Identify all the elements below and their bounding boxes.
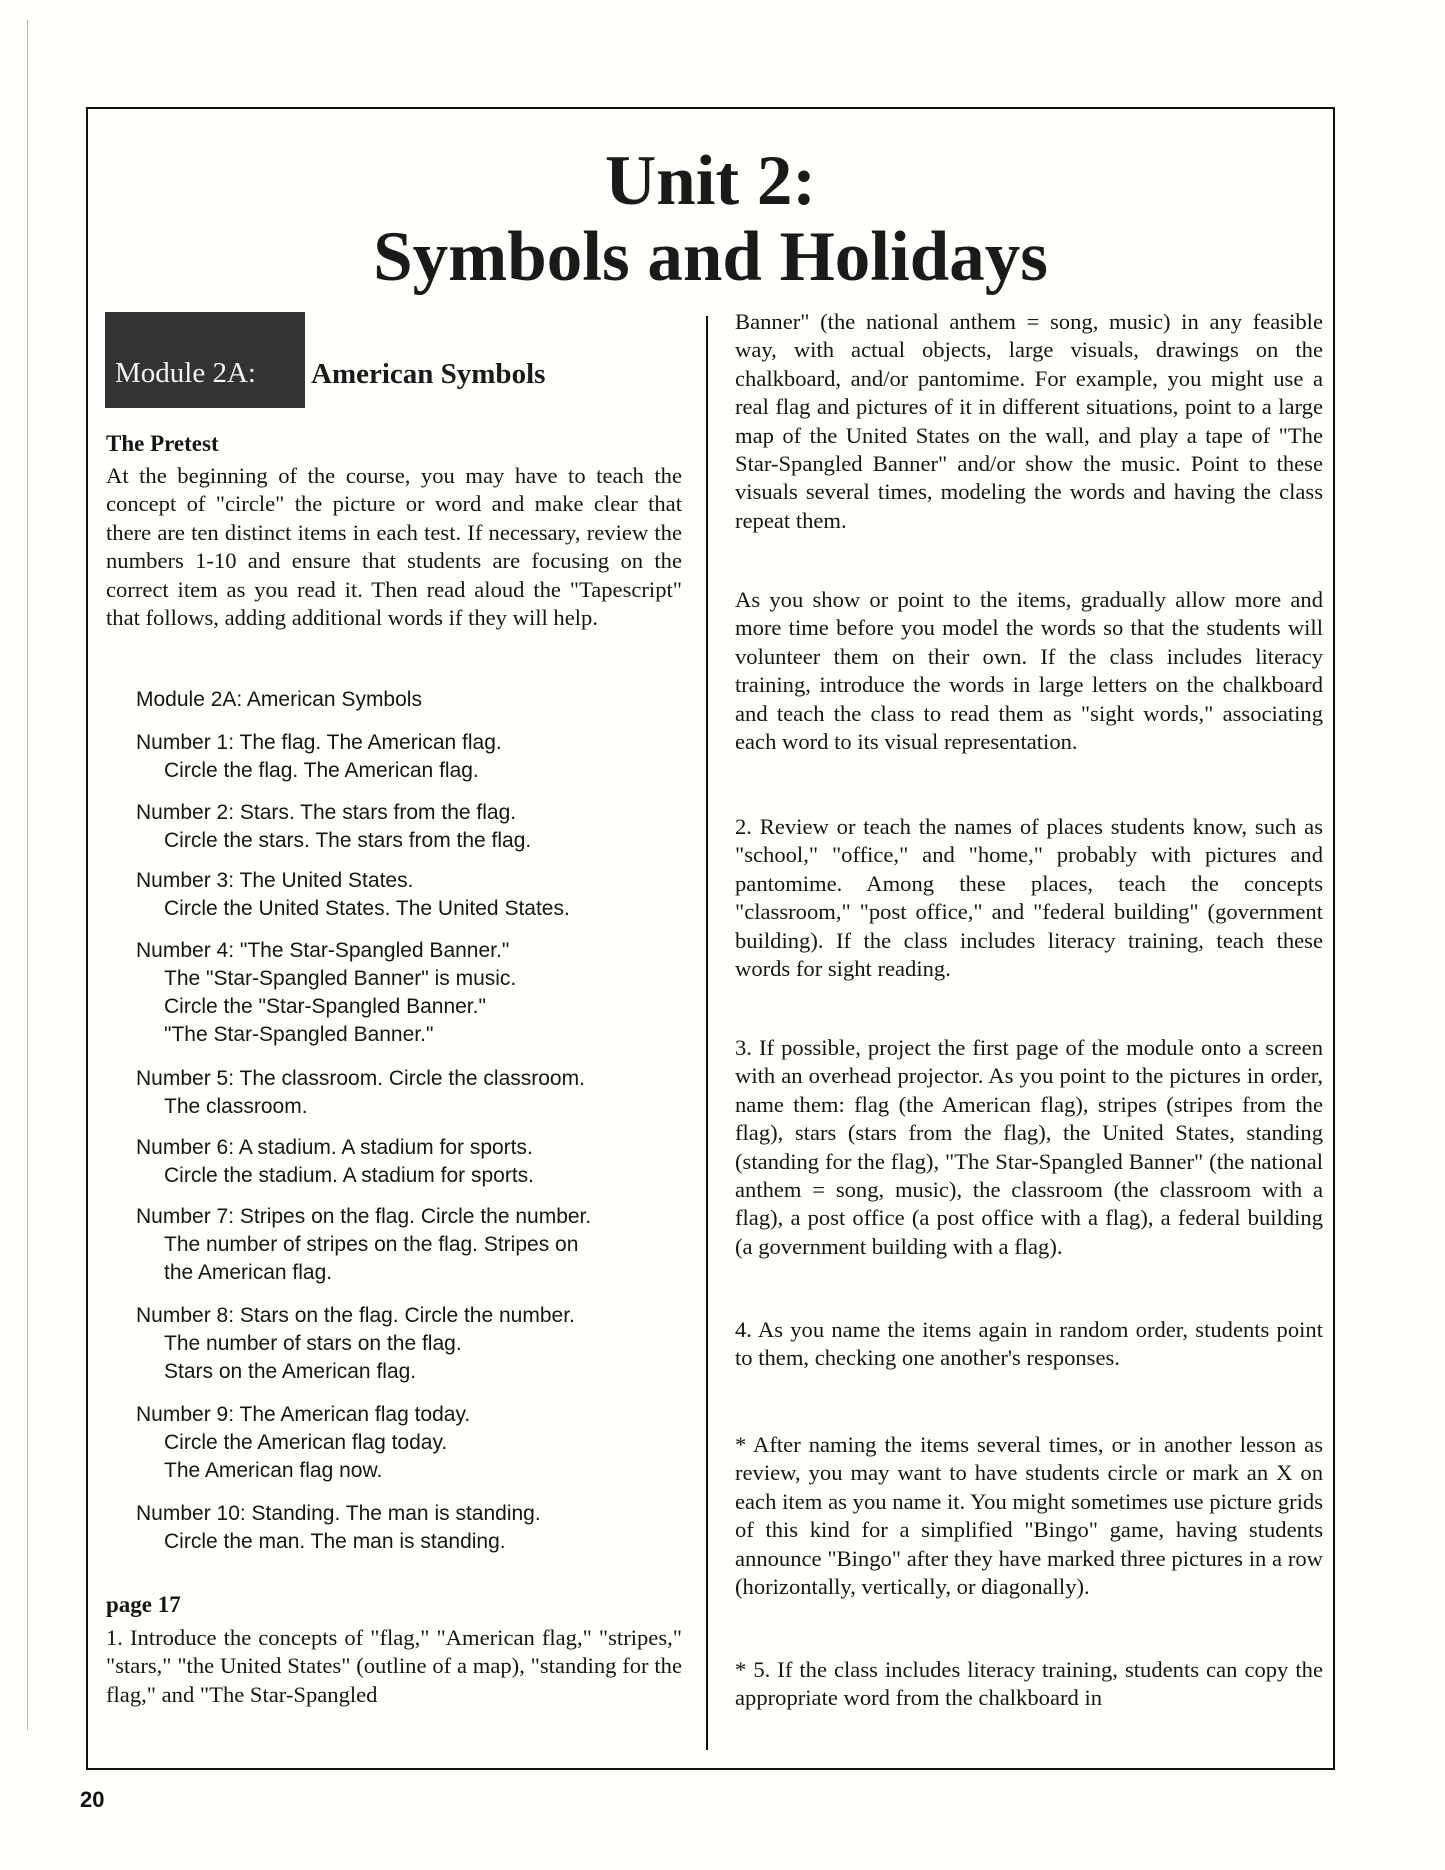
tapescript-item-5-line: The classroom.: [164, 1095, 308, 1118]
tapescript-item-9: Number 9: The American flag today.: [136, 1403, 471, 1426]
step-5: * 5. If the class includes literacy training, students can copy the appropriate word from the chalkboard in: [735, 1657, 1323, 1711]
tapescript-item-6: Number 6: A stadium. A stadium for sports.: [136, 1136, 533, 1159]
tapescript-item-4-line: The "Star-Spangled Banner" is music.: [164, 967, 517, 990]
tapescript-title: Module 2A: American Symbols: [136, 688, 422, 711]
page-number: 20: [80, 1787, 105, 1812]
tapescript-item-3-line: Circle the United States. The United States.: [164, 897, 570, 920]
pretest-paragraph: At the beginning of the course, you may have to teach the concept of "circle" the picture or word and make clear that there are ten distinct items in each test. If necessary, review the numbers 1-10 and ensure that students are focusing on the correct item as you read it. Then read aloud the "Tapescript" that follows, adding additional words if they will help.: [106, 463, 682, 631]
page17-heading: page 17: [106, 1592, 181, 1617]
tapescript-item-8-line: Stars on the American flag.: [164, 1360, 417, 1383]
tapescript-item-2-line: Circle the stars. The stars from the flag.: [164, 829, 532, 852]
step-1-continued: Banner" (the national anthem = song, music) in any feasible way, with actual objects, large visuals, drawings on the chalkboard, and/or pantomime. For example, you might use a real flag and pictures of it in different situations, point to a large map of the United States on the wall, and play a tape of "The Star-Spangled Banner" and/or show the music. Point to these visuals several times, modeling the words and having the class repeat them.: [735, 309, 1323, 533]
tapescript-item-1: Number 1: The flag. The American flag.: [136, 731, 502, 754]
step-1-start: 1. Introduce the concepts of "flag," "American flag," "stripes," "stars," "the United States" (outline of a map), "standing for the flag," and "The Star-Spangled: [106, 1625, 682, 1707]
module-label: Module 2A:: [115, 357, 256, 389]
tapescript-item-8: Number 8: Stars on the flag. Circle the number.: [136, 1304, 575, 1327]
module-heading: [105, 312, 545, 408]
tapescript-item-7-line: the American flag.: [164, 1261, 333, 1284]
tapescript-item-9-line: The American flag now.: [164, 1459, 383, 1482]
bingo-note: * After naming the items several times, or in another lesson as review, you may want to have students circle or mark an X on each item as you name it. You might sometimes use picture grids of this kind for a simplified "Bingo" game, having students announce "Bingo" after they have marked three pictures in a row (horizontally, vertically, or diagonally).: [735, 1432, 1323, 1600]
tapescript-item-10: Number 10: Standing. The man is standing.: [136, 1502, 541, 1525]
tapescript-item-9-line: Circle the American flag today.: [164, 1431, 448, 1454]
module-label-box: [105, 312, 305, 408]
tapescript-item-8-line: The number of stars on the flag.: [164, 1332, 462, 1355]
tapescript-item-4-line: Circle the "Star-Spangled Banner.": [164, 995, 486, 1018]
tapescript-item-4-line: "The Star-Spangled Banner.": [164, 1023, 434, 1046]
unit-subtitle: Symbols and Holidays: [373, 218, 1048, 296]
tapescript-item-1-line: Circle the flag. The American flag.: [164, 759, 479, 782]
tapescript-item-3: Number 3: The United States.: [136, 869, 414, 892]
unit-title: Unit 2:: [604, 142, 817, 220]
step-2: 2. Review or teach the names of places students know, such as "school," "office," and "home," probably with pictures and pantomime. Among these places, teach the concepts "classroom," "post office," and "federal building" (government building). If the class includes literacy training, teach these words for sight reading.: [735, 814, 1323, 982]
tapescript-item-2: Number 2: Stars. The stars from the flag.: [136, 801, 517, 824]
column-divider: [706, 316, 708, 1750]
tapescript-item-7-line: The number of stripes on the flag. Stripes on: [164, 1233, 579, 1256]
tapescript-item-5: Number 5: The classroom. Circle the classroom.: [136, 1067, 585, 1090]
tapescript-item-4: Number 4: "The Star-Spangled Banner.": [136, 939, 510, 962]
step-1-sight-words: As you show or point to the items, gradually allow more and more time before you model the words so that the students will volunteer them on their own. If the class includes literacy training, introduce the words in large letters on the chalkboard and teach the class to read them as "sight words," associating each word to its visual representation.: [735, 587, 1323, 755]
page-margin-line: [27, 20, 28, 1730]
module-name: American Symbols: [311, 358, 546, 390]
tapescript-item-10-line: Circle the man. The man is standing.: [164, 1530, 506, 1553]
tapescript-item-7: Number 7: Stripes on the flag. Circle the number.: [136, 1205, 592, 1228]
step-3: 3. If possible, project the first page of the module onto a screen with an overhead projector. As you point to the pictures in order, name them: flag (the American flag), stripes (stripes from the flag), stars (stars from the flag), the United States, standing (standing for the flag), "The Star-Spangled Banner" (the national anthem = song, music), the classroom (the classroom with a flag), a post office (a post office with a flag), a federal building (a government building with a flag).: [735, 1035, 1323, 1259]
step-4: 4. As you name the items again in random order, students point to them, checking one another's responses.: [735, 1317, 1323, 1371]
pretest-heading: The Pretest: [106, 431, 219, 456]
tapescript-item-6-line: Circle the stadium. A stadium for sports.: [164, 1164, 534, 1187]
